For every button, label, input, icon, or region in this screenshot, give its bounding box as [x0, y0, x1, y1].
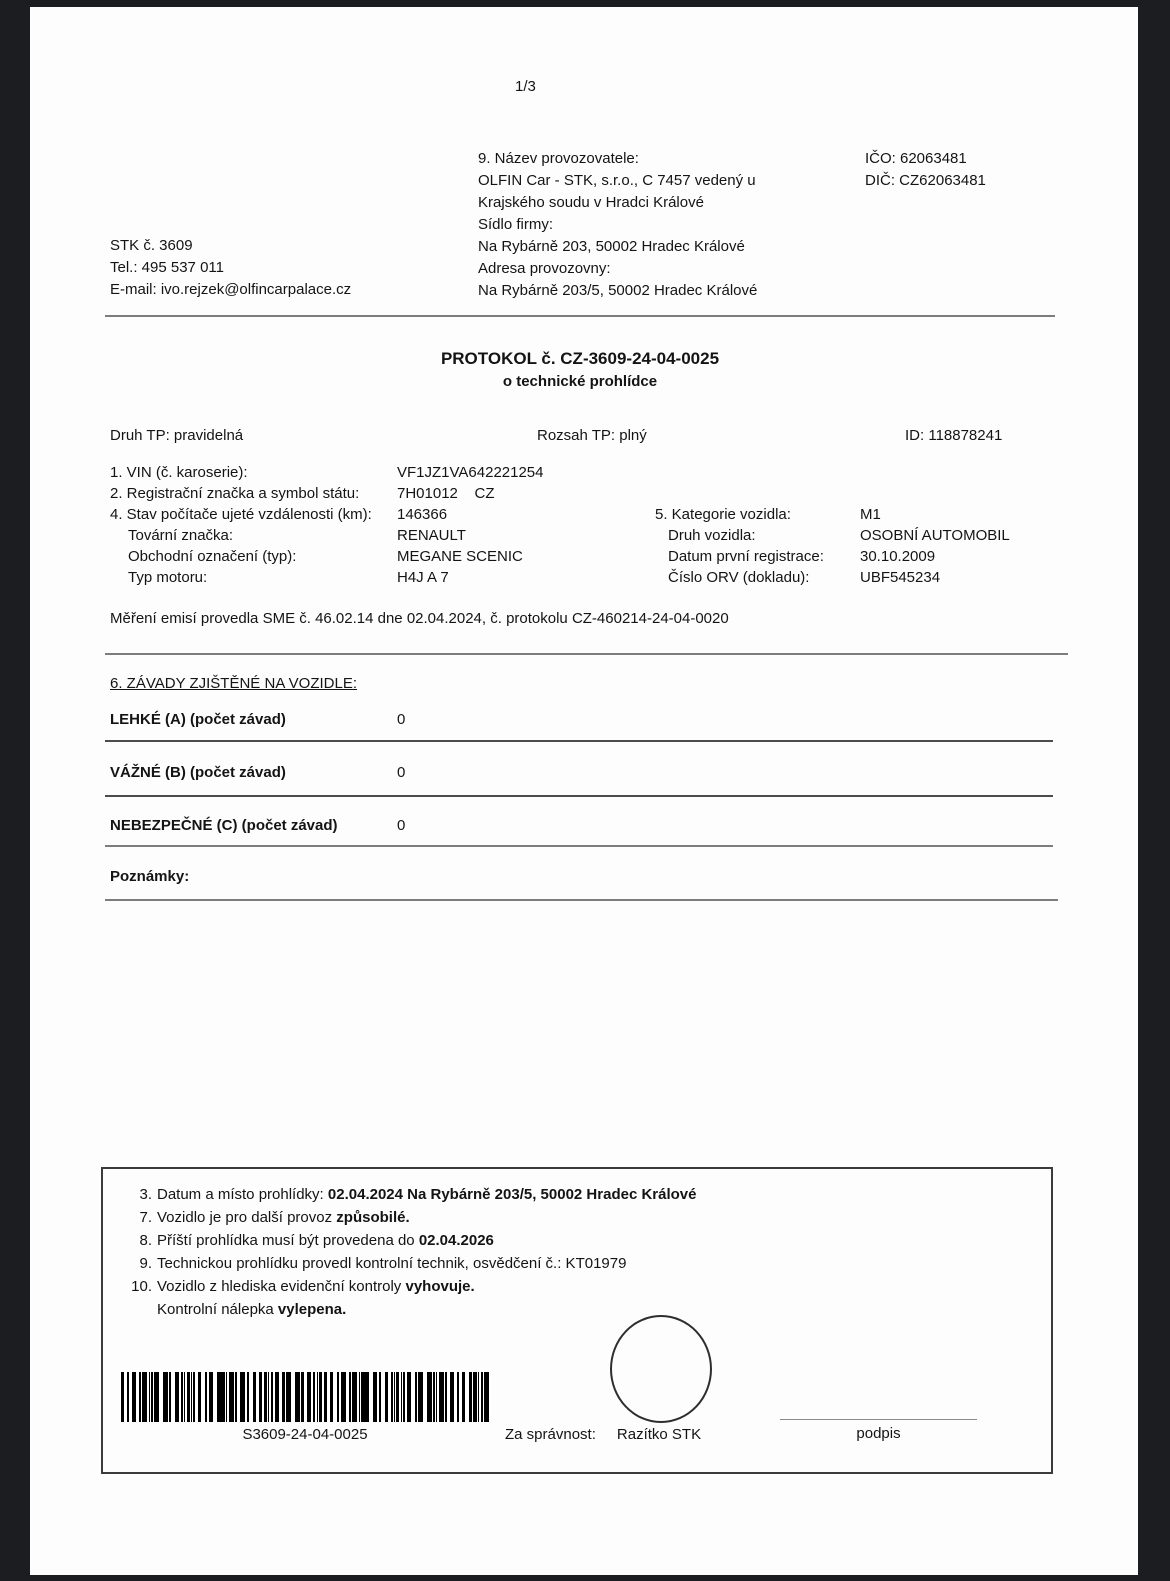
kind-value: OSOBNÍ AUTOMOBIL: [860, 527, 1010, 544]
notes-label: Poznámky:: [110, 868, 190, 885]
correctness-label: Za správnost:: [505, 1426, 596, 1443]
operator-name-line2: Krajského soudu v Hradci Králové: [478, 194, 704, 211]
vehicle-row-engine: [110, 567, 730, 588]
result-line-bold: vylepena.: [277, 1301, 347, 1318]
vin-label: 1. VIN (č. karoserie):: [110, 464, 248, 481]
operator-seat-address: Na Rybárně 203, 50002 Hradec Králové: [478, 238, 745, 255]
defects-separator-line: [105, 653, 1068, 655]
barcode-label: S3609-24-04-0025: [242, 1426, 368, 1443]
vehicle-row-category: [655, 504, 1075, 525]
document-page: [30, 7, 1138, 1575]
defects-row-serious: [110, 762, 1010, 783]
result-line-next-inspection: [103, 1229, 1051, 1252]
first-registration-value: 30.10.2009: [860, 548, 936, 565]
defects-dangerous-underline: [105, 845, 1053, 847]
vehicle-row-make: [110, 525, 730, 546]
emissions-statement: Měření emisí provedla SME č. 46.02.14 dne 02.04.2024, č. protokolu CZ-460214-24-04-0020: [110, 610, 729, 627]
inspection-scope: Rozsah TP: plný: [537, 427, 647, 444]
defects-dangerous-count: 0: [397, 817, 406, 834]
protocol-barcode: [121, 1372, 489, 1422]
inspection-id: ID: 118878241: [905, 427, 1003, 444]
vehicle-row-orv: [655, 567, 1075, 588]
category-value: M1: [860, 506, 881, 523]
operator-branch-label: Adresa provozovny:: [478, 260, 611, 277]
odometer-label: 4. Stav počítače ujeté vzdálenosti (km):: [110, 506, 372, 523]
result-line-registry-check: [103, 1275, 1051, 1298]
result-line-number: 9.: [139, 1255, 152, 1272]
defects-serious-underline: [105, 795, 1053, 797]
odometer-value: 146366: [397, 506, 448, 523]
plate-value: 7H01012 CZ: [397, 485, 495, 502]
defects-light-count: 0: [397, 711, 406, 728]
result-line-number: 10.: [131, 1278, 152, 1295]
station-contact-block: [110, 235, 351, 301]
station-phone: Tel.: 495 537 011: [110, 259, 224, 276]
engine-label: Typ motoru:: [128, 569, 208, 586]
result-line-bold: vyhovuje.: [405, 1278, 475, 1295]
station-number: STK č. 3609: [110, 237, 193, 254]
result-line-bold: způsobilé.: [336, 1209, 410, 1226]
result-line-technician: [103, 1252, 1051, 1275]
kind-label: Druh vozidla:: [668, 527, 756, 544]
orv-value: UBF545234: [860, 569, 941, 586]
result-line-number: [103, 1298, 152, 1321]
result-line-text: Datum a místo prohlídky:: [157, 1186, 328, 1203]
result-line-bold: 02.04.2026: [418, 1232, 494, 1249]
operator-block: [478, 148, 757, 302]
defects-dangerous-label: NEBEZPEČNÉ (C) (počet závad): [110, 817, 338, 834]
vehicle-row-vin: [110, 462, 730, 483]
engine-value: H4J A 7: [397, 569, 449, 586]
company-ids-block: [865, 148, 986, 192]
operator-branch-address: Na Rybárně 203/5, 50002 Hradec Králové: [478, 282, 758, 299]
defects-light-label: LEHKÉ (A) (počet závad): [110, 711, 286, 728]
model-value: MEGANE SCENIC: [397, 548, 523, 565]
vehicle-row-odometer: [110, 504, 730, 525]
page-number: 1/3: [515, 78, 536, 95]
defects-heading: 6. ZÁVADY ZJIŠTĚNÉ NA VOZIDLE:: [110, 675, 358, 692]
top-separator-line: [105, 315, 1055, 317]
signature-label: podpis: [856, 1425, 901, 1442]
defects-serious-count: 0: [397, 764, 406, 781]
defects-row-light: [110, 709, 1010, 730]
operator-name-label: 9. Název provozovatele:: [478, 150, 639, 167]
result-line-text: Příští prohlídka musí být provedena do: [157, 1232, 419, 1249]
model-label: Obchodní označení (typ):: [128, 548, 297, 565]
result-line-text: Vozidlo z hlediska evidenční kontroly: [157, 1278, 406, 1295]
protocol-title: PROTOKOL č. CZ-3609-24-04-0025: [440, 349, 720, 368]
category-label: 5. Kategorie vozidla:: [655, 506, 791, 523]
station-email: E-mail: ivo.rejzek@olfincarpalace.cz: [110, 281, 352, 298]
vehicle-row-first-registration: [655, 546, 1075, 567]
first-registration-label: Datum první registrace:: [668, 548, 824, 565]
result-line-date-place: [103, 1183, 1051, 1206]
result-line-number: 3.: [139, 1186, 152, 1203]
notes-underline: [105, 899, 1058, 901]
ico-value: IČO: 62063481: [865, 150, 967, 167]
result-line-bold: 02.04.2024 Na Rybárně 203/5, 50002 Hradec Králové: [327, 1186, 697, 1203]
vehicle-row-kind: [655, 525, 1075, 546]
result-line-text: Kontrolní nálepka: [157, 1301, 278, 1318]
defects-light-underline: [105, 740, 1053, 742]
vin-value: VF1JZ1VA642221254: [397, 464, 544, 481]
stamp-label: Razítko STK: [616, 1426, 702, 1443]
vehicle-row-model: [110, 546, 730, 567]
result-line-number: 8.: [139, 1232, 152, 1249]
result-line-text: Technickou prohlídku provedl kontrolní technik, osvědčení č.: KT01979: [157, 1255, 627, 1272]
defects-row-dangerous: [110, 815, 1010, 836]
result-line-number: 7.: [139, 1209, 152, 1226]
make-value: RENAULT: [397, 527, 466, 544]
vehicle-row-plate: [110, 483, 730, 504]
inspection-type: Druh TP: pravidelná: [110, 427, 244, 444]
result-line-sticker: [103, 1298, 1051, 1321]
protocol-subtitle: o technické prohlídce: [502, 373, 658, 390]
orv-label: Číslo ORV (dokladu):: [668, 569, 810, 586]
defects-serious-label: VÁŽNÉ (B) (počet závad): [110, 764, 286, 781]
result-line-text: Vozidlo je pro další provoz: [157, 1209, 337, 1226]
signature-line: [780, 1419, 977, 1420]
dic-value: DIČ: CZ62063481: [865, 172, 986, 189]
result-line-roadworthy: [103, 1206, 1051, 1229]
stamp-circle: [610, 1315, 712, 1423]
operator-name-line1: OLFIN Car - STK, s.r.o., C 7457 vedený u: [478, 172, 756, 189]
operator-seat-label: Sídlo firmy:: [478, 216, 554, 233]
plate-label: 2. Registrační značka a symbol státu:: [110, 485, 360, 502]
make-label: Tovární značka:: [128, 527, 234, 544]
